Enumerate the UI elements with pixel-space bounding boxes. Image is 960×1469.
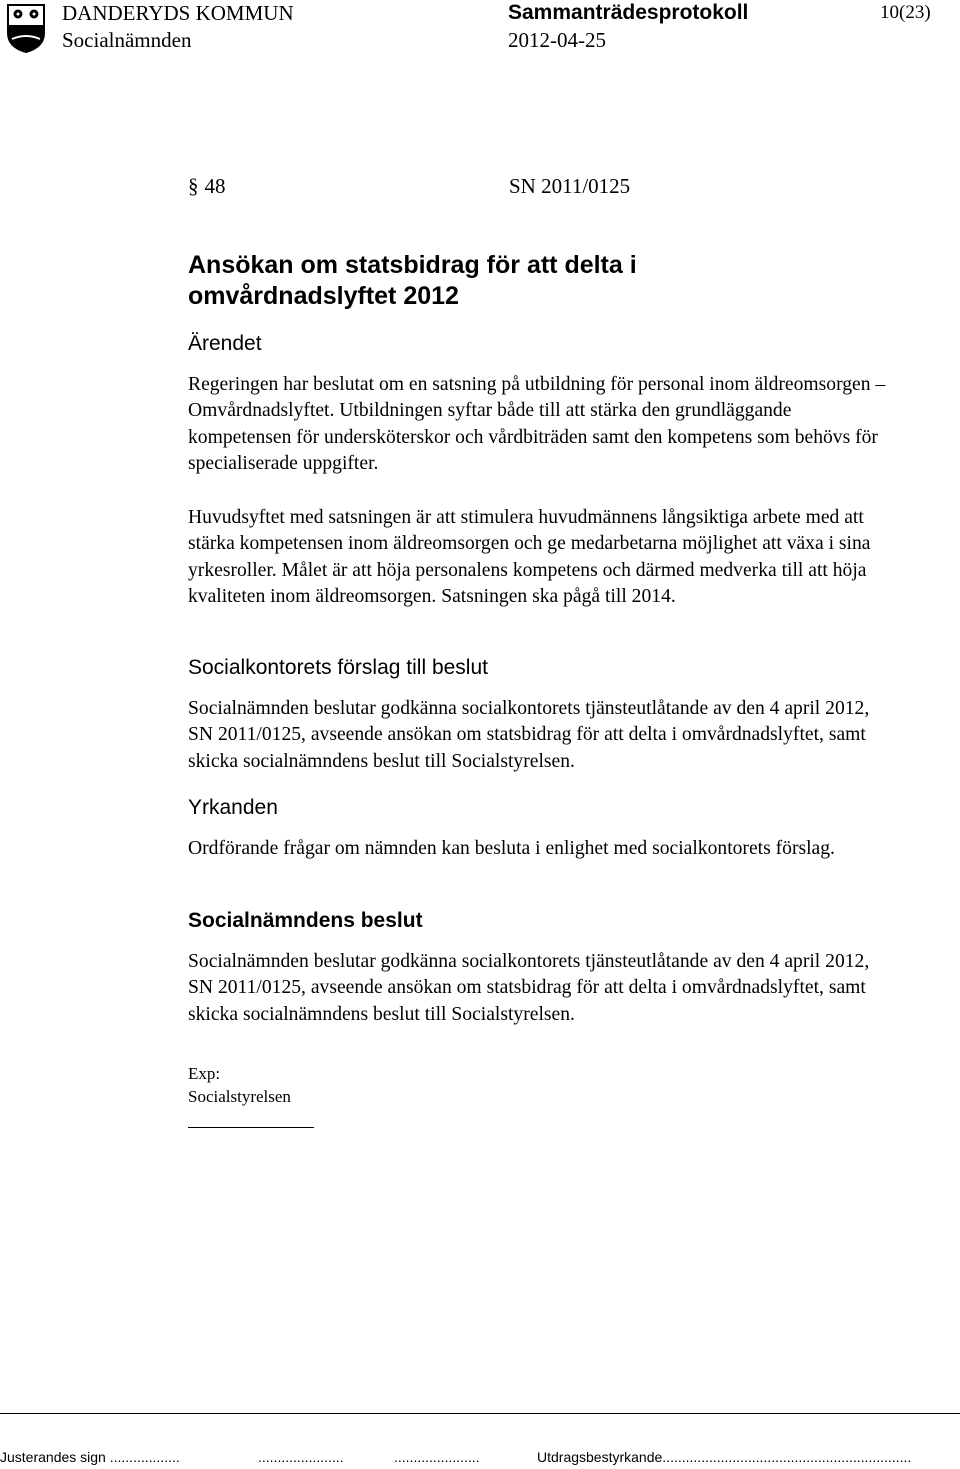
sign-dots-2: ......................: [258, 1449, 344, 1465]
yrkanden-text: Ordförande frågar om nämnden kan besluta i enlighet med socialkontorets förslag.: [188, 838, 835, 859]
org-name: DANDERYDS KOMMUN: [62, 1, 294, 25]
heading-arendet: Ärendet: [188, 332, 262, 355]
sign-dots-1: ..................: [109, 1449, 180, 1465]
expedition-block: [188, 1062, 291, 1108]
case-number: SN 2011/0125: [509, 174, 631, 198]
footer: [0, 1449, 911, 1465]
item-title: Ansökan om statsbidrag för att delta i omvårdnadslyftet 2012: [188, 251, 637, 310]
arendet-paragraph-2: Huvudsyftet med satsningen är att stimulera huvudmännens långsiktiga arbete med att stärka kompetensen inom äldreomsorgen och ge medarbetarna möjlighet att växa i sina yrkesroller. Målet är att höja personalens kompetens och därmed medverka till att höja kvaliteten inom äldreomsorgen. Satsningen ska pågå till 2014.: [188, 507, 871, 607]
signature-field: [0, 1449, 258, 1465]
sign-dots-3: ......................: [394, 1449, 480, 1465]
heading-proposal: Socialkontorets förslag till beslut: [188, 656, 488, 679]
extract-dots: ................................................................: [662, 1449, 912, 1465]
section-symbol: §: [188, 174, 199, 198]
decision-text: Socialnämnden beslutar godkänna socialkontorets tjänsteutlåtande av den 4 april 2012, SN 2011/0125, avseende ansökan om statsbidrag för att delta i omvårdnadslyftet, samt skicka socialnämndens beslut till Socialstyrelsen.: [188, 951, 870, 1025]
sign-label: Justerandes sign: [0, 1449, 106, 1465]
heading-decision: Socialnämndens beslut: [188, 909, 423, 932]
page-number: 10(23): [880, 2, 931, 23]
heading-yrkanden: Yrkanden: [188, 796, 278, 819]
expedition-recipient: Socialstyrelsen: [188, 1087, 291, 1106]
expedition-label: Exp:: [188, 1064, 221, 1083]
municipal-coat-of-arms-icon: [6, 3, 46, 53]
document-type: Sammanträdesprotokoll: [508, 1, 749, 24]
extract-label: Utdragsbestyrkande: [537, 1449, 663, 1465]
committee-name: Socialnämnden: [62, 28, 192, 52]
arendet-paragraph-1: Regeringen har beslutat om en satsning på utbildning för personal inom äldreomsorgen – Omvårdnadslyftet. Utbildningen syftar både till att stärka den grundläggande kompetensen för undersköterskor och vårdbiträden samt den kompetens som behövs för specialiserade uppgifter.: [188, 374, 886, 474]
end-rule: [188, 1127, 314, 1128]
meeting-date: 2012-04-25: [508, 28, 606, 52]
footer-rule: [0, 1413, 960, 1414]
section-value: 48: [204, 174, 226, 198]
section-number: [188, 174, 226, 199]
proposal-text: Socialnämnden beslutar godkänna socialkontorets tjänsteutlåtande av den 4 april 2012, SN 2011/0125, avseende ansökan om statsbidrag för att delta i omvårdnadslyftet, samt skicka socialnämndens beslut till Socialstyrelsen.: [188, 698, 870, 772]
